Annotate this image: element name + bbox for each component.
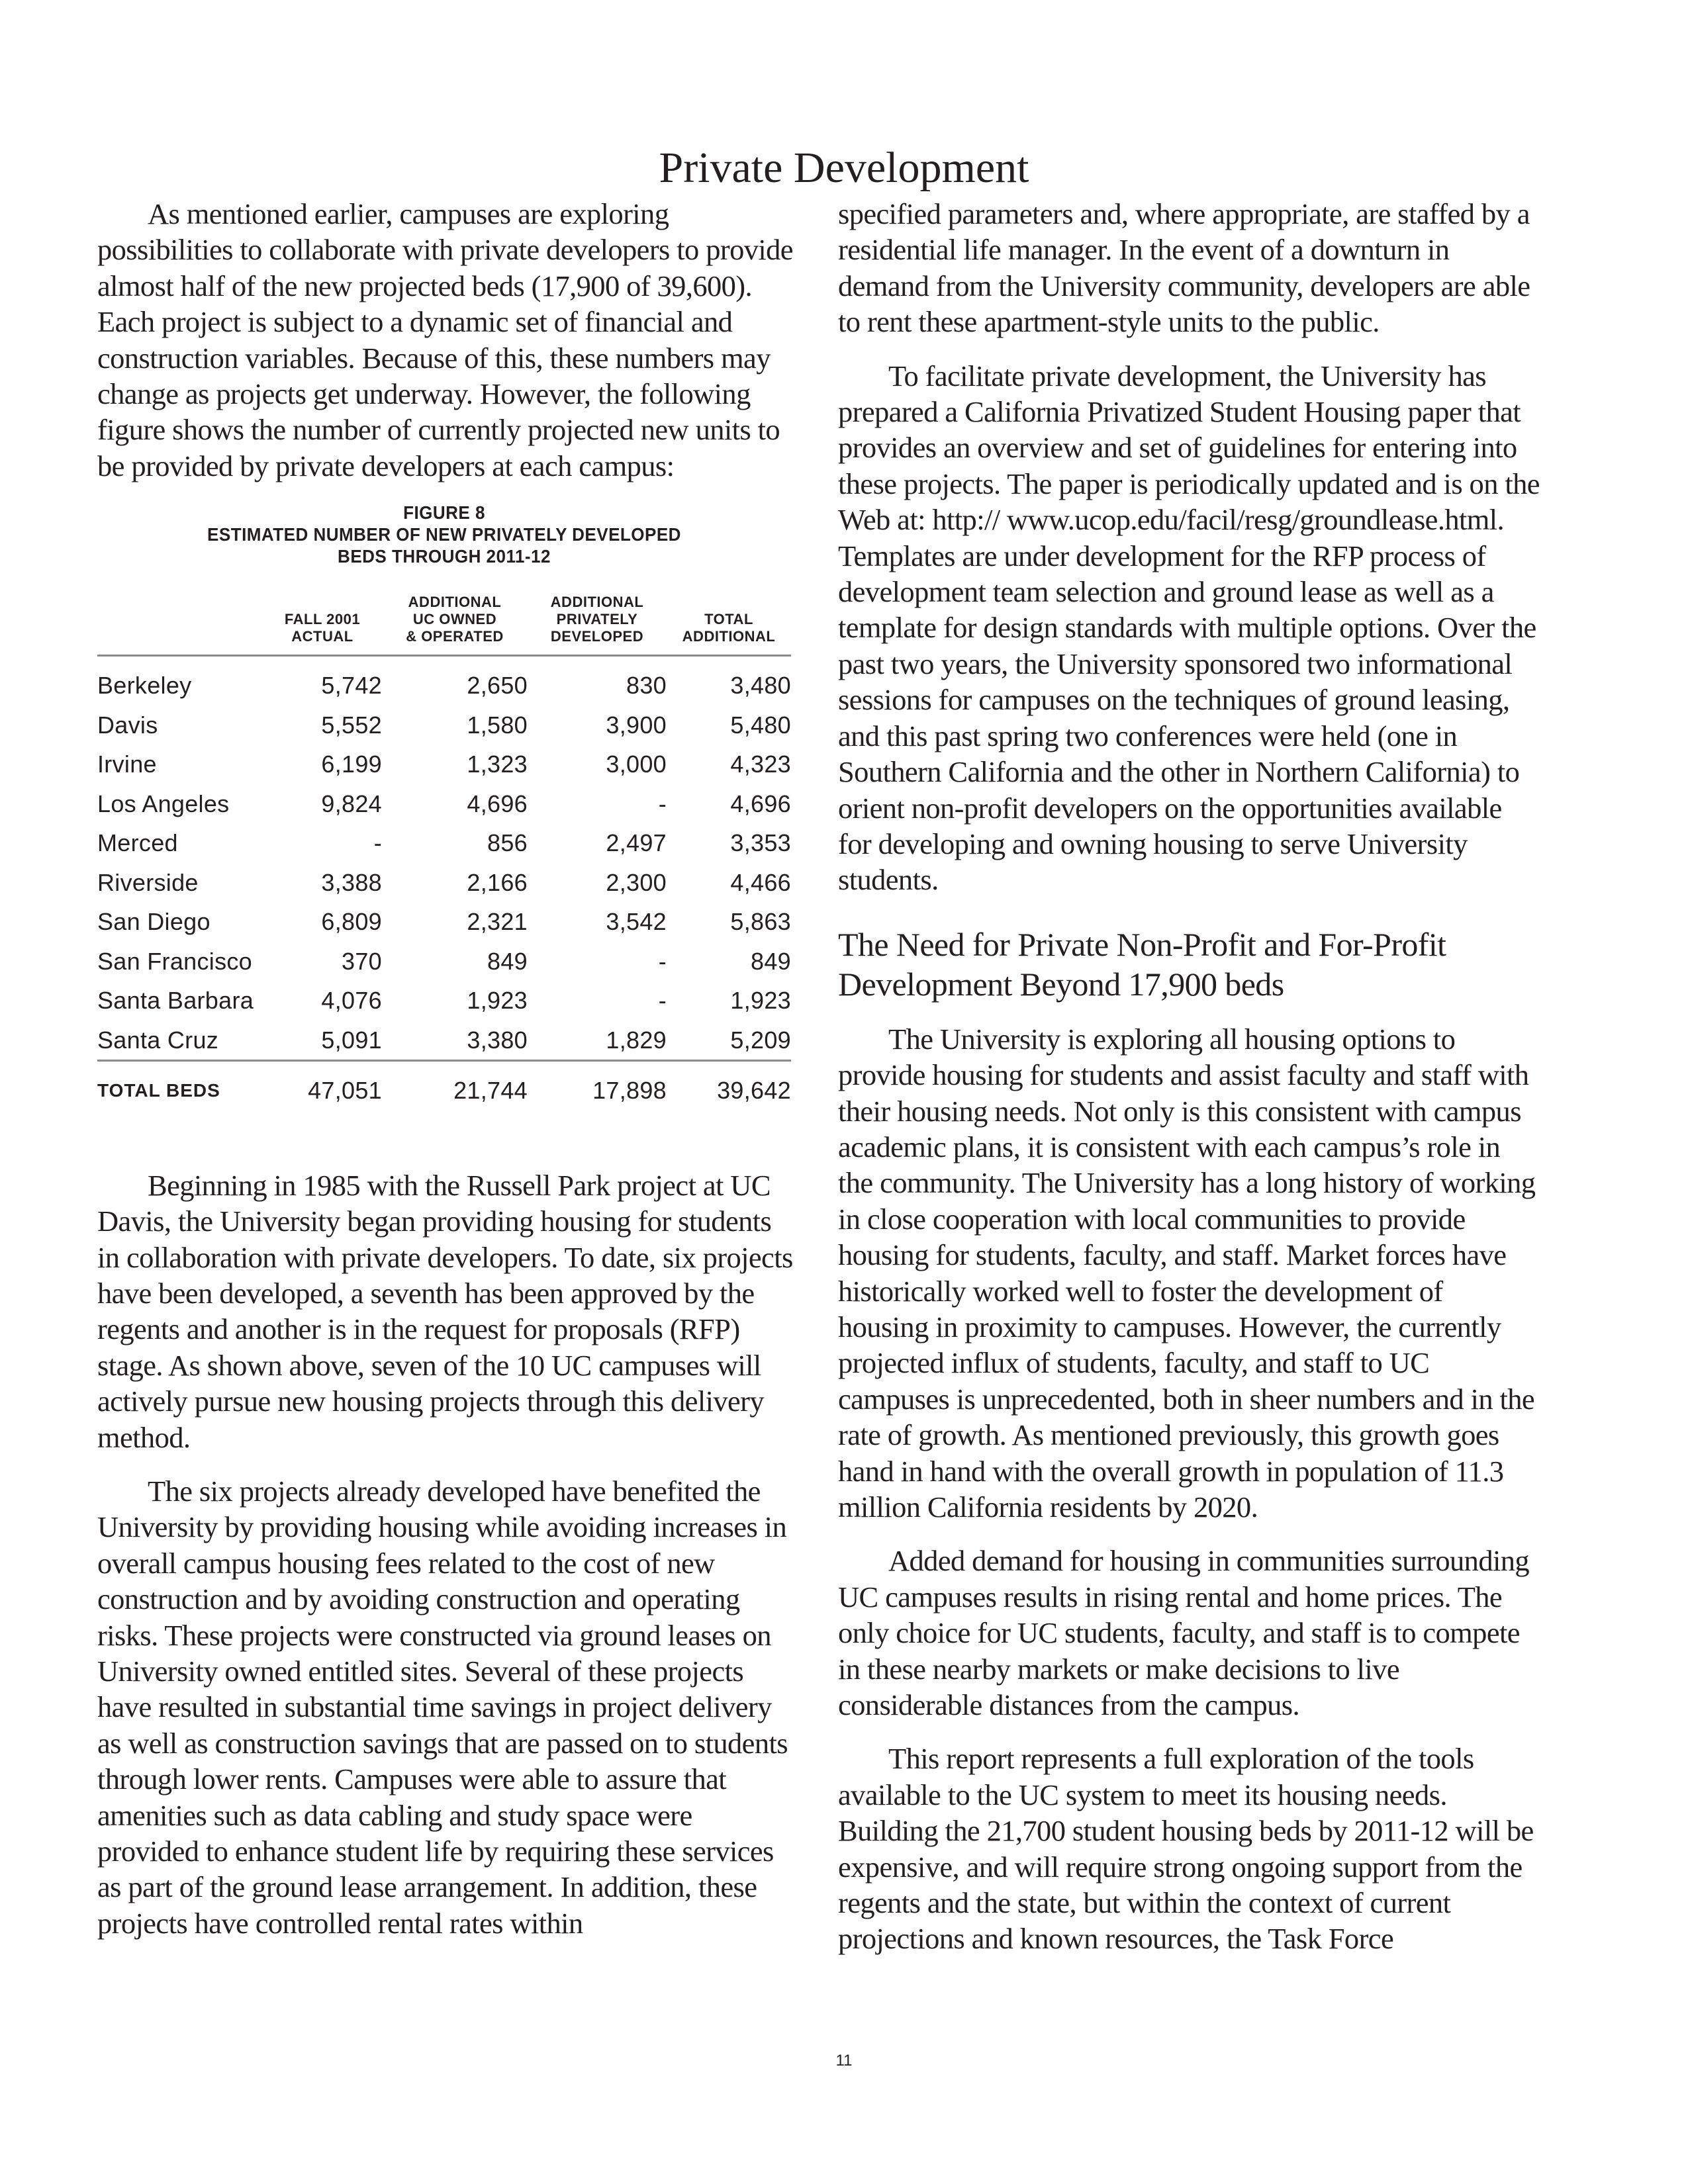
column-header-campus bbox=[97, 594, 263, 656]
uc-owned-value: 2,321 bbox=[467, 908, 528, 936]
private-value: 3,000 bbox=[606, 751, 667, 778]
fall-2001-value: 5,552 bbox=[321, 711, 382, 739]
total-fall-2001: 47,051 bbox=[263, 1061, 382, 1111]
left-column bbox=[97, 196, 799, 1959]
private-value: - bbox=[658, 790, 667, 817]
figure-8 bbox=[97, 502, 791, 1111]
uc-owned-value: 1,580 bbox=[467, 711, 528, 739]
column-header-fall-2001: FALL 2001 ACTUAL bbox=[263, 594, 382, 656]
table-row bbox=[97, 656, 791, 705]
total-private: 17,898 bbox=[528, 1061, 667, 1111]
campus-name: Irvine bbox=[97, 751, 157, 778]
column-header-total-additional: TOTAL ADDITIONAL bbox=[667, 594, 791, 656]
private-value: 2,497 bbox=[606, 829, 667, 857]
page-number: 11 bbox=[835, 2052, 853, 2070]
total-value: 5,209 bbox=[730, 1026, 791, 1054]
total-uc-owned: 21,744 bbox=[382, 1061, 528, 1111]
table-header-row bbox=[97, 594, 791, 656]
private-value: 3,900 bbox=[606, 711, 667, 739]
figure-title-line2: BEDS THROUGH 2011-12 bbox=[338, 546, 551, 567]
report-paragraph: This report represents a full exploration of the tools available to the UC system to meet its housing needs. Building the 21,700 student housing beds by 2011-12 will be expensive, and will require strong ongoing support from the regents and the state, but within the context of current projections and known resources, the Task Force bbox=[838, 1742, 1534, 1956]
total-value: 3,480 bbox=[730, 672, 791, 700]
table-row bbox=[97, 705, 791, 745]
total-value: 3,353 bbox=[730, 829, 791, 857]
private-value: 3,542 bbox=[606, 908, 667, 936]
fall-2001-value: 4,076 bbox=[321, 987, 382, 1015]
private-value: - bbox=[658, 947, 667, 975]
table-row bbox=[97, 1021, 791, 1061]
campus-name: Merced bbox=[97, 829, 178, 857]
total-value: 5,863 bbox=[730, 908, 791, 936]
fall-2001-value: 6,199 bbox=[321, 751, 382, 778]
private-value: 2,300 bbox=[606, 868, 667, 896]
uc-owned-value: 856 bbox=[487, 829, 528, 857]
campus-name: Berkeley bbox=[97, 672, 192, 700]
right-column bbox=[838, 196, 1540, 1975]
total-value: 849 bbox=[751, 947, 791, 975]
campus-name: San Francisco bbox=[97, 947, 252, 975]
history-paragraph: Beginning in 1985 with the Russell Park project at UC Davis, the University began providing housing for students in collaboration with private developers. To date, six projects have been developed, a seventh has been approved by the regents and another is in the request for proposals (RFP) stage. As shown above, seven of the 10 UC campuses will actively pursue new housing projects through this delivery method. bbox=[97, 1168, 793, 1454]
intro-paragraph: As mentioned earlier, campuses are exploring possibilities to collaborate with private developers to provide almost half of the new projected beds (17,900 of 39,600). Each project is subject to a dynamic set of financial and construction variables. Because of this, these numbers may change as projects get underway. However, the following figure shows the number of currently projected new units to be provided by private developers at each campus: bbox=[97, 197, 793, 482]
total-additional: 39,642 bbox=[667, 1061, 791, 1111]
private-value: - bbox=[658, 987, 667, 1015]
uc-owned-value: 1,923 bbox=[467, 987, 528, 1015]
continued-paragraph: specified parameters and, where appropriate, are staffed by a residential life manager. In the event of a downturn in demand from the University community, developers are able to rent these apartment-style units to the public. bbox=[838, 197, 1530, 339]
campus-name: Davis bbox=[97, 711, 158, 739]
uc-owned-value: 3,380 bbox=[467, 1026, 528, 1054]
private-value: 830 bbox=[626, 672, 667, 700]
figure-title-line1: ESTIMATED NUMBER OF NEW PRIVATELY DEVELOPED bbox=[207, 524, 681, 545]
uc-owned-value: 849 bbox=[487, 947, 528, 975]
fall-2001-value: 3,388 bbox=[321, 868, 382, 896]
table-row bbox=[97, 981, 791, 1021]
table-row bbox=[97, 784, 791, 824]
column-header-uc-owned: ADDITIONAL UC OWNED & OPERATED bbox=[382, 594, 528, 656]
campus-name: Santa Cruz bbox=[97, 1026, 219, 1054]
uc-owned-value: 2,650 bbox=[467, 672, 528, 700]
table-row bbox=[97, 863, 791, 903]
campus-name: Los Angeles bbox=[97, 790, 230, 817]
figure-caption bbox=[122, 502, 767, 567]
section-heading: The Need for Private Non-Profit and For-Profit Development Beyond 17,900 beds bbox=[838, 925, 1446, 1003]
benefits-paragraph: The six projects already developed have benefited the University by providing housing while avoiding increases in overall campus housing fees related to the cost of new construction and by avoiding construction and operating risks. These projects were constructed via ground leases on University owned entitled sites. Several of these projects have resulted in substantial time savings in project delivery as well as construction savings that are passed on to students through lower rents. Campuses were able to assure that amenities such as data cabling and study space were provided to enhance student life by requiring these services as part of the ground lease arrangement. In addition, these projects have controlled rental rates within bbox=[97, 1475, 788, 1940]
figure-label: FIGURE 8 bbox=[403, 502, 485, 523]
column-header-privately-developed: ADDITIONAL PRIVATELY DEVELOPED bbox=[528, 594, 667, 656]
added-demand-paragraph: Added demand for housing in communities surrounding UC campuses results in rising rental and home prices. The only choice for UC students, faculty, and staff is to compete in these nearby markets or make decisions to live considerable distances from the campus. bbox=[838, 1544, 1530, 1722]
fall-2001-value: 5,742 bbox=[321, 672, 382, 700]
campus-name: Riverside bbox=[97, 868, 199, 896]
private-value: 1,829 bbox=[606, 1026, 667, 1054]
total-value: 4,323 bbox=[730, 751, 791, 778]
table-row bbox=[97, 823, 791, 863]
beds-table bbox=[97, 594, 791, 1111]
total-value: 5,480 bbox=[730, 711, 791, 739]
housing-options-paragraph: The University is exploring all housing options to provide housing for students and assist faculty and staff with their housing needs. Not only is this consistent with campus academic plans, it is consistent with each campus’s role in the community. The University has a long history of working in close cooperation with local communities to provide housing for students, faculty, and staff. Market forces have historically worked well to foster the development of housing in proximity to campuses. However, the currently projected influx of students, faculty, and staff to UC campuses is unprecedented, both in sheer numbers and in the rate of growth. As mentioned previously, this growth goes hand in hand with the overall growth in population of 11.3 million California residents by 2020. bbox=[838, 1022, 1536, 1524]
total-value: 4,696 bbox=[730, 790, 791, 817]
fall-2001-value: 6,809 bbox=[321, 908, 382, 936]
table-row bbox=[97, 942, 791, 981]
facilitate-paragraph: To facilitate private development, the University has prepared a California Privatized Student Housing paper that provides an overview and set of guidelines for entering into these projects. The paper is periodically updated and is on the Web at: http:// www.ucop.edu/facil/resg/groundlease.html. Templates are under development for the RFP process of development team selection and ground lease as well as a template for design standards with multiple options. Over the past two years, the University sponsored two informational sessions for campuses on the techniques of ground leasing, and this past spring two conferences were held (one in Southern California and the other in Northern California) to orient non-profit developers on the opportunities available for developing and owning housing to serve University students. bbox=[838, 359, 1540, 897]
uc-owned-value: 2,166 bbox=[467, 868, 528, 896]
uc-owned-value: 4,696 bbox=[467, 790, 528, 817]
campus-name: San Diego bbox=[97, 908, 211, 936]
table-row bbox=[97, 745, 791, 784]
fall-2001-value: - bbox=[373, 829, 382, 857]
campus-name: Santa Barbara bbox=[97, 987, 254, 1015]
uc-owned-value: 1,323 bbox=[467, 751, 528, 778]
fall-2001-value: 370 bbox=[342, 947, 382, 975]
page-title: Private Development bbox=[659, 144, 1029, 193]
total-value: 1,923 bbox=[730, 987, 791, 1015]
total-value: 4,466 bbox=[730, 868, 791, 896]
table-row bbox=[97, 902, 791, 942]
fall-2001-value: 9,824 bbox=[321, 790, 382, 817]
total-label: TOTAL BEDS bbox=[97, 1061, 263, 1111]
table-total-row bbox=[97, 1061, 791, 1111]
fall-2001-value: 5,091 bbox=[321, 1026, 382, 1054]
